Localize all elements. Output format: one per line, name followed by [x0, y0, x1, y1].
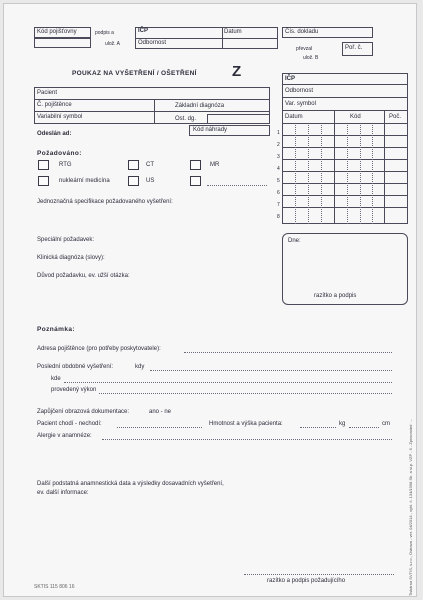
- specialty-label: Odbornost: [138, 40, 167, 46]
- requested-heading: Požadováno:: [37, 150, 82, 157]
- form-code: SKTIS 115 806 16: [34, 584, 75, 590]
- rtg-checkbox[interactable]: [38, 160, 49, 170]
- row-number: 7: [277, 202, 280, 208]
- patient-walks-line[interactable]: [117, 427, 202, 428]
- allergy-line[interactable]: [102, 439, 392, 440]
- weight-height-label: Hmotnost a výška pacienta:: [209, 421, 283, 427]
- row-number: 1: [277, 130, 280, 136]
- patient-walks-label: Pacient chodí - nechodí:: [37, 421, 102, 427]
- row-number: 4: [277, 166, 280, 172]
- provider-icp-label: IČP: [285, 76, 296, 82]
- special-request-label: Speciální požadavek:: [37, 237, 95, 243]
- form-title: POUKAZ NA VYŠETŘENÍ / OŠETŘENÍ: [72, 70, 197, 77]
- nuclear-medicine-checkbox[interactable]: [38, 176, 49, 186]
- additional-data-label-2: ev. další informace:: [37, 490, 89, 496]
- basic-diagnosis-label: Základní diagnóza: [175, 103, 225, 109]
- additional-data-label-1: Další podstatná anamnestická data a výsledky dosavadních vyšetření,: [37, 481, 224, 487]
- row-number: 3: [277, 154, 280, 160]
- order-number-label: Poř. č.: [345, 45, 363, 51]
- row-number: 8: [277, 214, 280, 220]
- referral-form-sheet: [3, 3, 417, 597]
- provider-var-symbol-label: Var. symbol: [285, 101, 316, 107]
- kg-label: kg: [339, 421, 346, 427]
- last-exam-when-label: kdy: [135, 364, 145, 370]
- requester-signature-label: razítko a podpis požadujícího: [267, 578, 346, 584]
- received-label: převzal: [296, 46, 313, 52]
- row-number: 2: [277, 142, 280, 148]
- ct-checkbox[interactable]: [128, 160, 139, 170]
- diagnosis-boxes[interactable]: [207, 114, 270, 124]
- specification-label: Jednoznačná specifikace požadovaného vyšetření:: [37, 199, 173, 205]
- cm-label: cm: [382, 421, 390, 427]
- nuclear-medicine-label: nukleární medicína: [59, 178, 110, 184]
- stamp-date-label: Dne:: [288, 238, 301, 244]
- rtg-label: RTG: [59, 162, 72, 168]
- mr-checkbox[interactable]: [190, 160, 201, 170]
- performed-procedure-label: provedený výkon: [51, 387, 97, 393]
- other-exam-line[interactable]: [207, 185, 267, 186]
- us-label: US: [146, 178, 155, 184]
- image-loan-value[interactable]: ano - ne: [149, 409, 172, 415]
- image-loan-label: Zapůjčení obrazová dokumentace:: [37, 409, 130, 415]
- other-checkbox[interactable]: [190, 176, 201, 186]
- column-date-label: Datum: [285, 114, 303, 120]
- column-code-label: Kód: [350, 114, 361, 120]
- last-exam-where-label: kde: [51, 376, 61, 382]
- insured-address-line[interactable]: [184, 352, 392, 353]
- variable-symbol-label: Variabilní symbol: [37, 114, 83, 120]
- allergy-label: Alergie v anamnéze:: [37, 433, 92, 439]
- requester-signature-line[interactable]: [244, 574, 394, 575]
- date-label: Datum: [224, 29, 242, 35]
- row-number: 5: [277, 178, 280, 184]
- row-number: 6: [277, 190, 280, 196]
- form-letter: Z: [232, 63, 242, 80]
- insurance-code-label: Kód pojišťovny: [37, 29, 77, 35]
- patient-label: Pacient: [37, 90, 58, 96]
- note-heading: Poznámka:: [37, 326, 75, 333]
- request-reason-label: Důvod požadavku, ev. užší otázka:: [37, 273, 130, 279]
- column-count-label: Poč.: [389, 114, 402, 120]
- storage-a-label: ulož. A: [105, 41, 121, 47]
- mr-label: MR: [210, 162, 220, 168]
- storage-b-label: ulož. B: [303, 55, 319, 61]
- last-exam-when-line[interactable]: [150, 370, 392, 371]
- other-diagnosis-label: Ost. dg.: [175, 116, 197, 122]
- performed-procedure-line[interactable]: [99, 393, 392, 394]
- insured-number-label: Č. pojištěnce: [37, 102, 72, 108]
- document-number-label: Čís. dokladu: [285, 29, 319, 35]
- substitution-code-label: Kód náhrady: [193, 127, 228, 133]
- provider-specialty-label: Odbornost: [285, 88, 314, 94]
- clinical-diagnosis-label: Klinická diagnóza (slovy):: [37, 255, 105, 261]
- provider-block[interactable]: [282, 73, 408, 224]
- sent-ad-label: Odeslán ad:: [37, 131, 72, 137]
- last-exam-where-line[interactable]: [64, 382, 392, 383]
- ct-label: CT: [146, 162, 154, 168]
- us-checkbox[interactable]: [128, 176, 139, 186]
- signature-a-label: podpis a: [95, 30, 114, 36]
- icp-label: IČP: [138, 28, 149, 34]
- last-exam-label: Poslední obdobné vyšetření:: [37, 364, 114, 370]
- insurance-code-digits[interactable]: [34, 38, 91, 48]
- insured-address-label: Adresa pojištěnce (pro potřeby poskytovatele):: [37, 346, 161, 352]
- printer-imprint: Tiskárna SVTIS, s.r.o., Ostrava - ver. 04/2014 - vyhl. č. 134/1998 Sb. a sl.p. VZP - 9 - Zpracování: ...: [408, 419, 413, 596]
- height-line[interactable]: [349, 427, 379, 428]
- stamp-signature-label: razítko a podpis: [314, 293, 357, 299]
- weight-line[interactable]: [300, 427, 336, 428]
